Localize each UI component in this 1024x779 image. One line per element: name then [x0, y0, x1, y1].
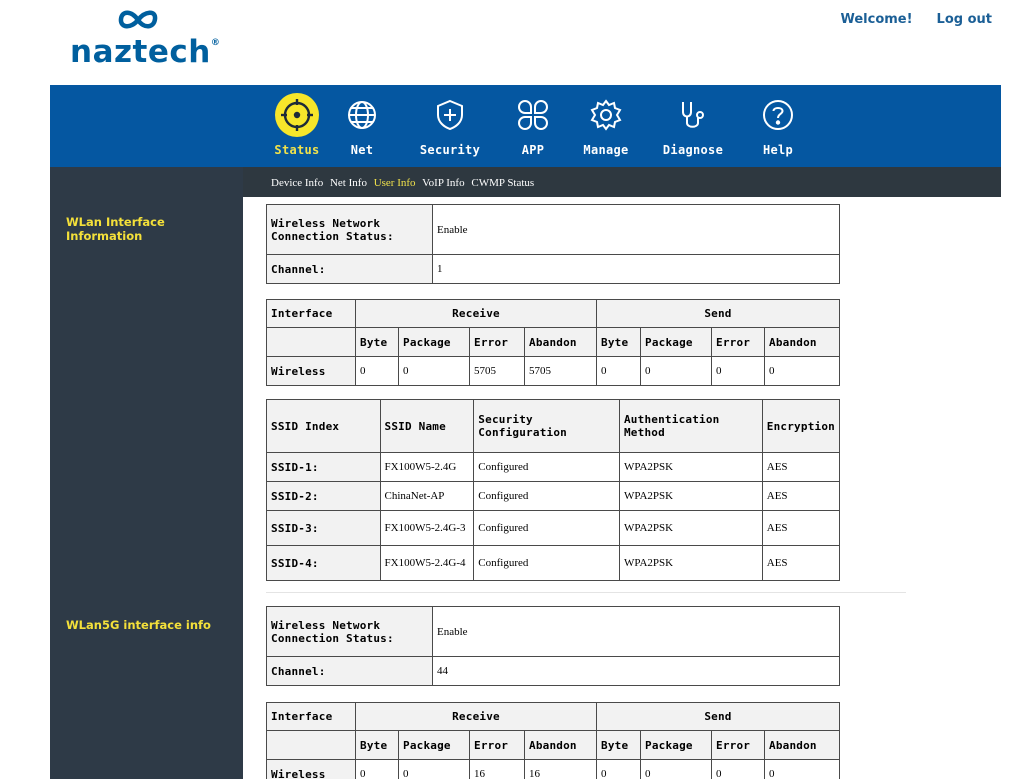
traffic-empty-header — [267, 731, 356, 760]
wlan5g-channel-label: Channel: — [267, 657, 433, 686]
traffic-cell: 0 — [399, 357, 470, 386]
traffic-col-header: Byte — [356, 328, 399, 357]
traffic-interface-header: Interface — [267, 300, 356, 328]
ssid-security: Configured — [474, 453, 620, 482]
wlan-section-label: WLan Interface Information — [66, 215, 165, 243]
wlan5g-status-value: Enable — [433, 607, 840, 657]
subnav-cwmp-status[interactable]: CWMP Status — [471, 177, 535, 189]
ssid-encryption: AES — [762, 453, 839, 482]
traffic-cell: 5705 — [525, 357, 597, 386]
ssid-encryption: AES — [762, 546, 839, 581]
traffic-col-header: Abandon — [765, 731, 840, 760]
brand-name: naztech® — [70, 34, 221, 70]
ssid-index: SSID-4: — [267, 546, 381, 581]
traffic-col-header: Abandon — [525, 328, 597, 357]
ssid-name: FX100W5-2.4G-3 — [380, 511, 474, 546]
traffic-col-header: Byte — [597, 731, 641, 760]
nav-label: Security — [419, 143, 481, 157]
traffic-cell: 0 — [597, 760, 641, 779]
nav-label: Status — [274, 143, 320, 157]
traffic-col-header: Abandon — [765, 328, 840, 357]
table-row — [267, 511, 840, 546]
traffic-cell: 0 — [765, 357, 840, 386]
welcome-text: Welcome! — [840, 12, 913, 27]
ssid-name: FX100W5-2.4G — [380, 453, 474, 482]
ssid-table — [266, 399, 840, 581]
subnav-user-info[interactable]: User Info — [373, 177, 416, 189]
ssid-auth: WPA2PSK — [619, 511, 762, 546]
logout-link[interactable]: Log out — [936, 12, 992, 27]
traffic-cell: 0 — [399, 760, 470, 779]
ssid-index: SSID-2: — [267, 482, 381, 511]
ssid-auth-header: Authentication Method — [619, 400, 762, 453]
traffic-cell: 0 — [356, 357, 399, 386]
traffic-cell: 16 — [525, 760, 597, 779]
shield-icon — [433, 98, 467, 132]
ssid-security-header: Security Configuration — [474, 400, 620, 453]
nav-diagnose[interactable] — [655, 85, 731, 157]
ssid-encryption: AES — [762, 511, 839, 546]
wlan5g-traffic-table — [266, 702, 840, 779]
traffic-col-header: Error — [712, 328, 765, 357]
traffic-receive-header: Receive — [356, 300, 597, 328]
sub-nav — [243, 167, 1001, 197]
ssid-name: ChinaNet-AP — [380, 482, 474, 511]
nav-label: Help — [762, 143, 794, 157]
globe-icon — [345, 98, 379, 132]
ssid-name-header: SSID Name — [380, 400, 474, 453]
ssid-security: Configured — [474, 482, 620, 511]
traffic-cell: 5705 — [470, 357, 525, 386]
traffic-col-header: Package — [641, 328, 712, 357]
ssid-auth: WPA2PSK — [619, 453, 762, 482]
traffic-col-header: Byte — [356, 731, 399, 760]
ssid-encryption-header: Encryption — [762, 400, 839, 453]
main-nav — [50, 85, 1001, 167]
nav-security[interactable] — [412, 85, 488, 157]
status-icon — [273, 91, 321, 139]
traffic-send-header: Send — [597, 300, 840, 328]
table-row — [267, 760, 840, 779]
sidebar — [50, 167, 243, 779]
wlan-status-value: Enable — [433, 205, 840, 255]
traffic-cell: 0 — [597, 357, 641, 386]
ssid-security: Configured — [474, 511, 620, 546]
nav-label: Diagnose — [662, 143, 724, 157]
table-row — [267, 357, 840, 386]
naztech-logo — [70, 6, 245, 76]
traffic-cell: 0 — [641, 357, 712, 386]
traffic-col-header: Byte — [597, 328, 641, 357]
table-row — [267, 546, 840, 581]
traffic-interface-header: Interface — [267, 703, 356, 731]
nav-help[interactable] — [758, 85, 798, 157]
traffic-cell: 0 — [641, 760, 712, 779]
ssid-index: SSID-1: — [267, 453, 381, 482]
subnav-voip-info[interactable]: VoIP Info — [422, 177, 465, 189]
subnav-device-info[interactable]: Device Info — [271, 177, 324, 189]
nav-app[interactable] — [513, 85, 553, 157]
table-row — [267, 482, 840, 511]
wlan5g-channel-value: 44 — [433, 657, 840, 686]
wlan-channel-label: Channel: — [267, 255, 433, 284]
traffic-cell: 0 — [712, 357, 765, 386]
traffic-cell: 16 — [470, 760, 525, 779]
traffic-empty-header — [267, 328, 356, 357]
section-divider — [266, 592, 906, 593]
traffic-col-header: Error — [470, 731, 525, 760]
ssid-name: FX100W5-2.4G-4 — [380, 546, 474, 581]
traffic-cell: 0 — [712, 760, 765, 779]
traffic-row-name: Wireless — [267, 760, 356, 779]
wlan-traffic-table — [266, 299, 840, 386]
nav-net[interactable] — [340, 85, 384, 157]
wlan-channel-value: 1 — [433, 255, 840, 284]
wlan5g-status-label: Wireless Network Connection Status: — [267, 607, 433, 657]
ssid-index-header: SSID Index — [267, 400, 381, 453]
ssid-encryption: AES — [762, 482, 839, 511]
wlan5g-section-label: WLan5G interface info — [66, 618, 211, 632]
help-icon — [761, 98, 795, 132]
wlan-status-table — [266, 204, 840, 284]
nav-label: Manage — [583, 143, 629, 157]
table-row — [267, 453, 840, 482]
stethoscope-icon — [676, 98, 710, 132]
nav-manage[interactable] — [576, 85, 636, 157]
infinity-logo-icon — [117, 6, 159, 34]
traffic-col-header: Package — [399, 731, 470, 760]
traffic-cell: 0 — [765, 760, 840, 779]
traffic-col-header: Abandon — [525, 731, 597, 760]
traffic-col-header: Error — [470, 328, 525, 357]
traffic-col-header: Package — [641, 731, 712, 760]
wlan5g-status-table — [266, 606, 840, 686]
app-grid-icon — [516, 98, 550, 132]
nav-status[interactable] — [267, 85, 327, 157]
traffic-cell: 0 — [356, 760, 399, 779]
ssid-index: SSID-3: — [267, 511, 381, 546]
gear-icon — [589, 98, 623, 132]
traffic-send-header: Send — [597, 703, 840, 731]
traffic-row-name: Wireless — [267, 357, 356, 386]
traffic-receive-header: Receive — [356, 703, 597, 731]
ssid-security: Configured — [474, 546, 620, 581]
nav-label: Net — [350, 143, 374, 157]
subnav-net-info[interactable]: Net Info — [329, 177, 367, 189]
ssid-auth: WPA2PSK — [619, 546, 762, 581]
traffic-col-header: Error — [712, 731, 765, 760]
traffic-col-header: Package — [399, 328, 470, 357]
ssid-auth: WPA2PSK — [619, 482, 762, 511]
nav-label: APP — [521, 143, 545, 157]
wlan-status-label: Wireless Network Connection Status: — [267, 205, 433, 255]
